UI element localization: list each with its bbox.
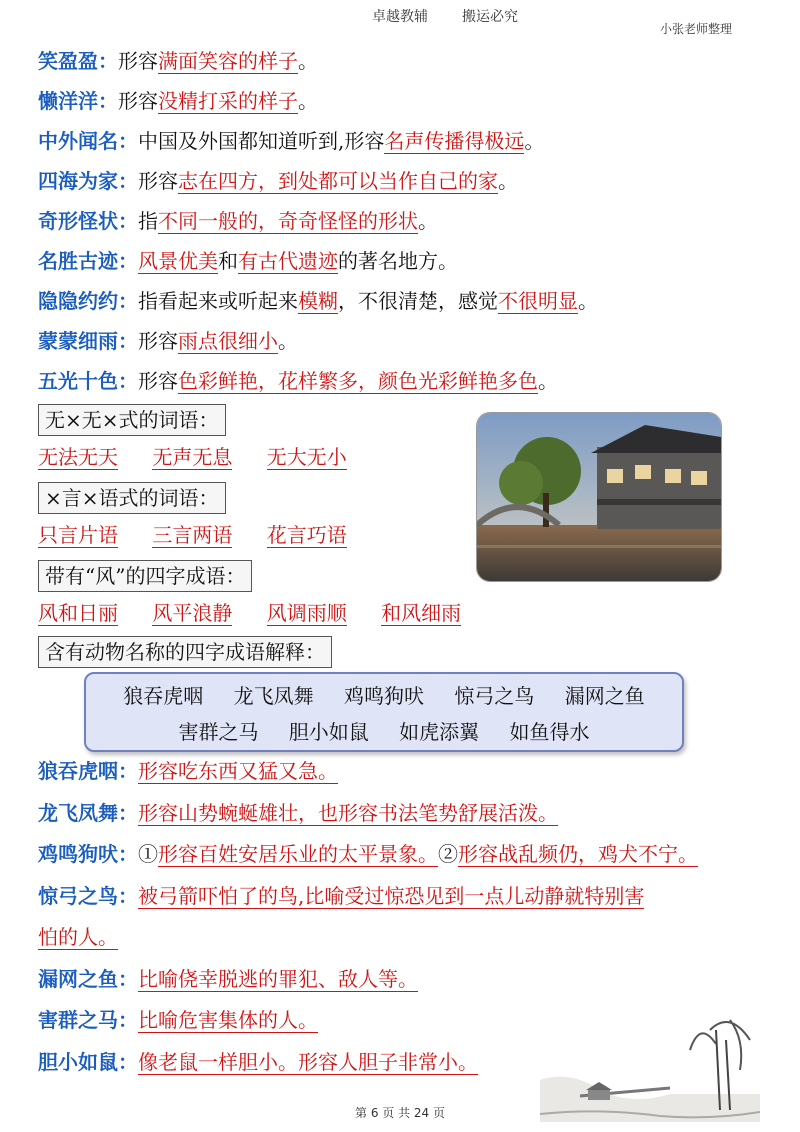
definition-highlight: 形容山势蜿蜒雄壮，也形容书法笔势舒展活泼。 bbox=[138, 800, 558, 825]
term-colon: ： bbox=[118, 1008, 138, 1032]
definition-text: 。 bbox=[538, 369, 558, 393]
idiom: 花言巧语 bbox=[266, 523, 347, 547]
idiom: 和风细雨 bbox=[381, 601, 462, 625]
definition-text: 。 bbox=[298, 89, 318, 113]
definition-term: 名胜古迹 bbox=[38, 249, 118, 273]
animal-idiom: 如虎添翼 bbox=[399, 720, 480, 744]
definition-text: 。 bbox=[278, 329, 298, 353]
definition-row bbox=[38, 366, 558, 396]
animal-heading: 含有动物名称的四字成语解释： bbox=[38, 636, 332, 668]
definition-row bbox=[38, 86, 318, 116]
definition-highlight: 模糊 bbox=[298, 289, 338, 313]
definition-row bbox=[38, 326, 298, 356]
header-brand: 卓越教辅 bbox=[372, 9, 428, 25]
term-colon: ： bbox=[118, 249, 138, 273]
idiom: 风调雨顺 bbox=[266, 601, 347, 625]
definition-term: 四海为家 bbox=[38, 169, 118, 193]
definition-highlight: 被弓箭吓怕了的鸟,比喻受过惊恐见到一点儿动静就特别害 bbox=[138, 883, 645, 908]
definition-row bbox=[38, 839, 698, 869]
definition-row bbox=[38, 1005, 318, 1035]
group-heading-1: 无×无×式的词语： bbox=[38, 404, 226, 436]
definition-text: 。 bbox=[524, 129, 545, 153]
definition-text: 指看起来或听起来 bbox=[138, 289, 298, 313]
definition-highlight: 比喻侥幸脱逃的罪犯、敌人等。 bbox=[138, 966, 418, 991]
animal-line-2 bbox=[86, 716, 682, 745]
definition-text: 和 bbox=[218, 249, 238, 273]
term-colon: ： bbox=[118, 883, 138, 908]
animal-idiom: 如鱼得水 bbox=[509, 720, 590, 744]
idiom-row-1 bbox=[38, 442, 375, 472]
animal-idiom-box bbox=[84, 672, 684, 752]
term-colon: ： bbox=[118, 209, 138, 233]
animal-idiom: 龙飞凤舞 bbox=[233, 684, 314, 708]
definition-term: 五光十色 bbox=[38, 369, 118, 393]
term-colon: ： bbox=[118, 1049, 138, 1074]
definition-term: 隐隐约约 bbox=[38, 289, 118, 313]
group-heading-2: ×言×语式的词语： bbox=[38, 482, 226, 514]
header-notice: 搬运必究 bbox=[462, 9, 518, 25]
definition-highlight: 形容战乱频仍，鸡犬不宁。 bbox=[458, 842, 698, 866]
definition-text: ② bbox=[438, 842, 458, 866]
definition-term: 漏网之鱼 bbox=[38, 966, 118, 991]
idiom: 风和日丽 bbox=[38, 601, 118, 625]
term-colon: ： bbox=[118, 800, 138, 825]
definition-row bbox=[38, 206, 438, 236]
definition-text: 形容 bbox=[138, 369, 178, 393]
term-colon: ： bbox=[118, 129, 138, 153]
definition-text: 形容 bbox=[118, 49, 158, 73]
definition-highlight: 怕的人。 bbox=[38, 925, 118, 949]
term-colon: ： bbox=[118, 289, 138, 313]
idiom: 无大无小 bbox=[266, 445, 347, 469]
term-colon: ： bbox=[118, 842, 138, 866]
definition-row bbox=[38, 286, 598, 316]
definition-highlight: 不同一般的，奇奇怪怪的形状 bbox=[158, 209, 418, 233]
definition-highlight: 比喻危害集体的人。 bbox=[138, 1008, 318, 1032]
definition-highlight: 有古代遗迹 bbox=[238, 249, 338, 273]
water-town-photo bbox=[476, 412, 722, 582]
definition-highlight: 风景优美 bbox=[138, 249, 218, 273]
definition-text: ，不很清楚，感觉 bbox=[338, 289, 498, 313]
definition-highlight: 形容百姓安居乐业的太平景象。 bbox=[158, 842, 438, 866]
animal-idiom: 狼吞虎咽 bbox=[123, 684, 204, 708]
definition-text: 指 bbox=[138, 209, 158, 233]
definition-text: 。 bbox=[298, 49, 318, 73]
definition-highlight: 名声传播得极远 bbox=[384, 129, 525, 153]
animal-idiom: 害群之马 bbox=[178, 720, 259, 744]
term-colon: ： bbox=[98, 89, 118, 113]
idiom: 三言两语 bbox=[152, 523, 233, 547]
definition-text: ① bbox=[138, 842, 158, 866]
definition-text: 形容 bbox=[138, 329, 178, 353]
definition-term: 蒙蒙细雨 bbox=[38, 329, 118, 353]
definition-row bbox=[38, 46, 318, 76]
header-author: 小张老师整理 bbox=[660, 22, 733, 36]
term-colon: ： bbox=[118, 169, 138, 193]
definition-highlight: 不很明显 bbox=[498, 289, 578, 313]
definition-term: 害群之马 bbox=[38, 1008, 118, 1032]
definition-row bbox=[38, 798, 558, 828]
term-colon: ： bbox=[118, 759, 138, 783]
idiom: 无法无天 bbox=[38, 445, 118, 469]
definition-row bbox=[38, 126, 544, 156]
definition-highlight: 形容吃东西又猛又急。 bbox=[138, 759, 338, 783]
definition-term: 胆小如鼠 bbox=[38, 1049, 118, 1074]
definition-text: 形容 bbox=[118, 89, 158, 113]
animal-idiom: 鸡鸣狗吠 bbox=[344, 684, 424, 708]
idiom-row-2 bbox=[38, 520, 375, 550]
idiom: 无声无息 bbox=[152, 445, 233, 469]
definition-term: 笑盈盈 bbox=[38, 49, 98, 73]
definition-row bbox=[38, 881, 644, 911]
definition-highlight: 像老鼠一样胆小。形容人胆子非常小。 bbox=[138, 1049, 478, 1074]
definition-text: 。 bbox=[498, 169, 518, 193]
definition-highlight: 志在四方，到处都可以当作自己的家 bbox=[178, 169, 498, 193]
definition-term: 惊弓之鸟 bbox=[38, 883, 118, 908]
definition-row bbox=[38, 964, 418, 994]
term-colon: ： bbox=[98, 49, 118, 73]
definition-row bbox=[38, 756, 338, 786]
definition-highlight: 雨点很细小 bbox=[178, 329, 278, 353]
idiom: 风平浪静 bbox=[152, 601, 233, 625]
definition-highlight: 色彩鲜艳，花样繁多，颜色光彩鲜艳多色 bbox=[178, 369, 538, 393]
definition-highlight: 满面笑容的样子 bbox=[158, 49, 298, 73]
definition-text: 。 bbox=[418, 209, 438, 233]
definition-row bbox=[38, 166, 518, 196]
idiom-row-3 bbox=[38, 598, 489, 628]
animal-line-1 bbox=[86, 680, 682, 709]
animal-idiom: 漏网之鱼 bbox=[564, 684, 645, 708]
definition-row bbox=[38, 922, 118, 952]
idiom: 只言片语 bbox=[38, 523, 118, 547]
definition-text: 的著名地方。 bbox=[338, 249, 458, 273]
definition-term: 龙飞凤舞 bbox=[38, 800, 118, 825]
definition-text: 中国及外国都知道听到,形容 bbox=[138, 129, 385, 153]
animal-idiom: 惊弓之鸟 bbox=[454, 684, 535, 708]
definition-term: 懒洋洋 bbox=[38, 89, 98, 113]
definition-row bbox=[38, 246, 458, 276]
definition-term: 中外闻名 bbox=[38, 129, 118, 153]
definition-term: 奇形怪状 bbox=[38, 209, 118, 233]
definition-term: 鸡鸣狗吠 bbox=[38, 842, 118, 866]
page-footer: 第 6 页 共 24 页 bbox=[355, 1106, 445, 1120]
term-colon: ： bbox=[118, 329, 138, 353]
definition-text: 。 bbox=[578, 289, 598, 313]
term-colon: ： bbox=[118, 369, 138, 393]
definition-highlight: 没精打采的样子 bbox=[158, 89, 298, 113]
animal-idiom: 胆小如鼠 bbox=[288, 720, 369, 744]
definition-term: 狼吞虎咽 bbox=[38, 759, 118, 783]
term-colon: ： bbox=[118, 966, 138, 991]
definition-row bbox=[38, 1047, 478, 1077]
definition-text: 形容 bbox=[138, 169, 178, 193]
group-heading-3: 带有“风”的四字成语： bbox=[38, 560, 252, 592]
